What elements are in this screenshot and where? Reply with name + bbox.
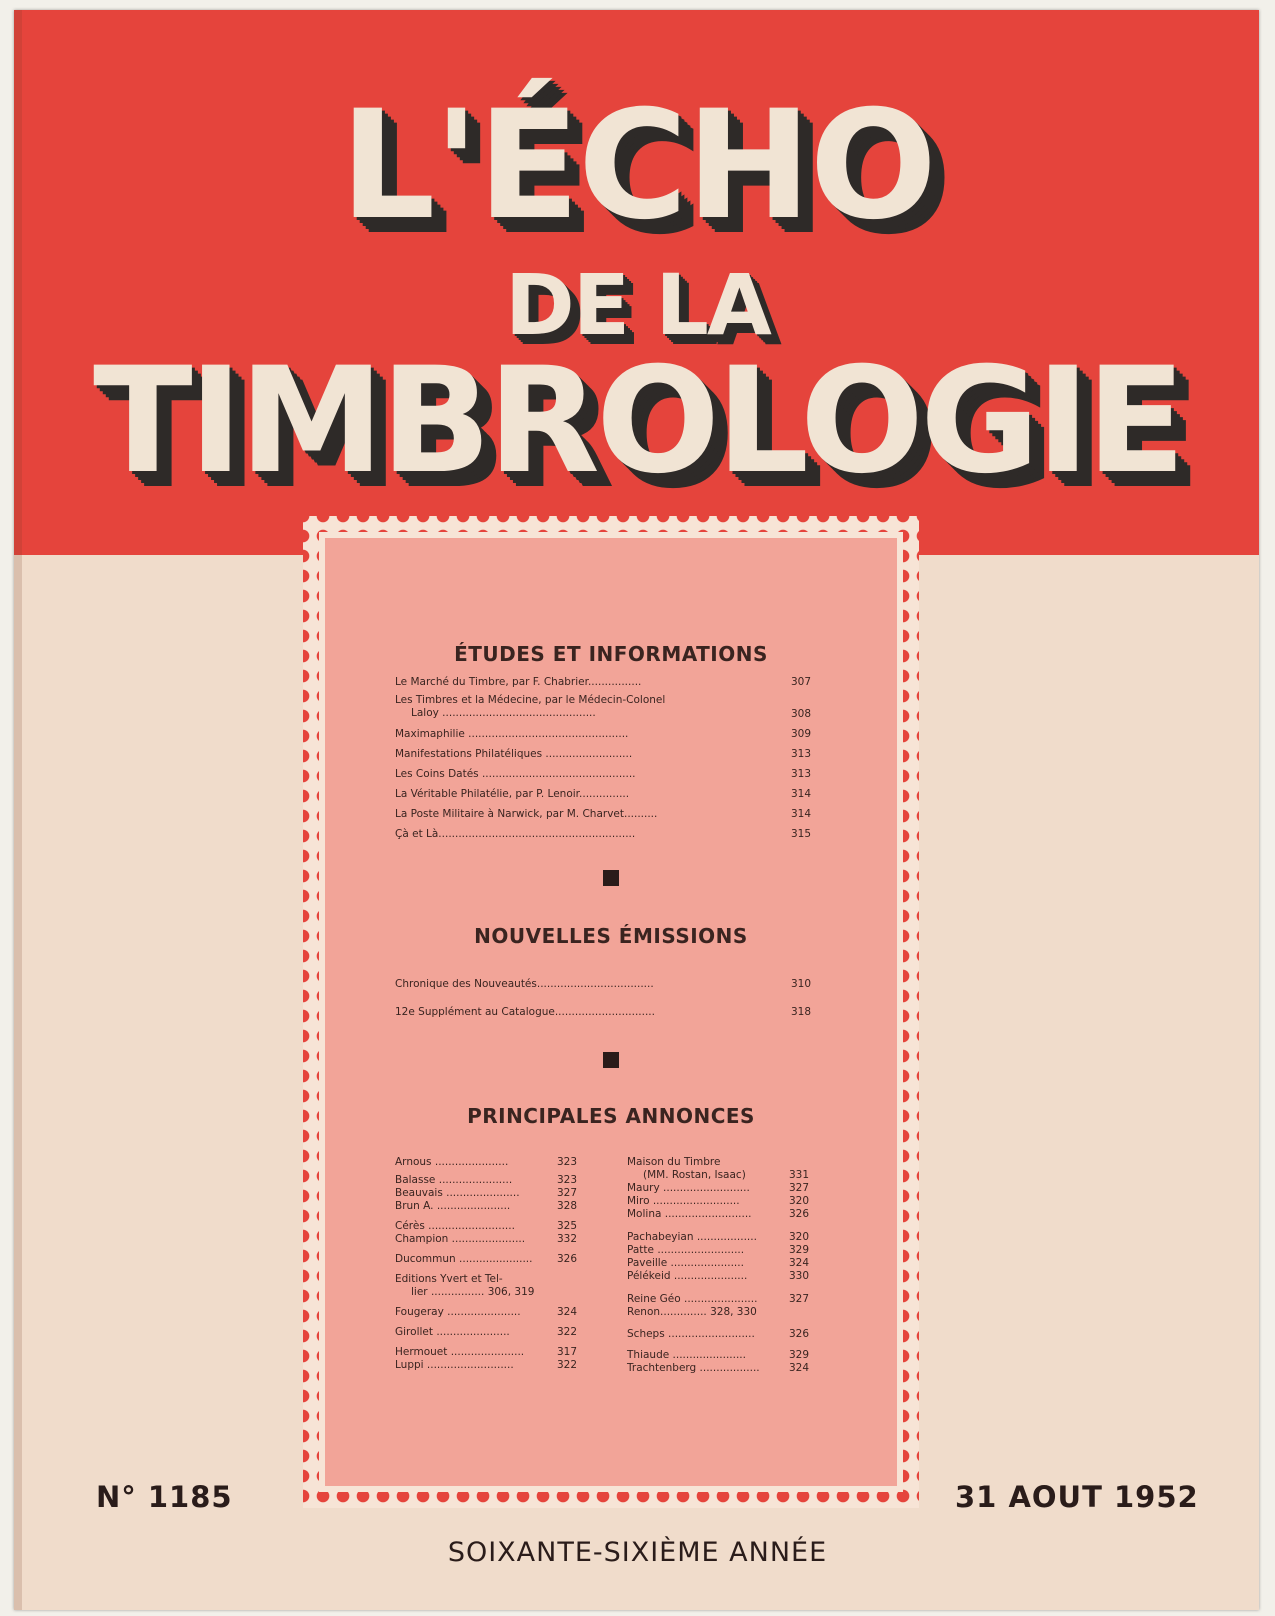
advertiser-page: 320 bbox=[789, 1231, 810, 1243]
toc-item bbox=[395, 804, 812, 824]
toc-item-page: 314 bbox=[791, 788, 812, 800]
toc-item bbox=[395, 764, 812, 784]
advertiser-name: Champion ...................... bbox=[395, 1233, 526, 1245]
advertiser-name: Ducommun ...................... bbox=[395, 1253, 533, 1265]
advertiser-page: 324 bbox=[789, 1362, 810, 1374]
toc-item bbox=[395, 724, 812, 744]
toc-item-page: 313 bbox=[791, 768, 812, 780]
section-title-etudes: ÉTUDES ET INFORMATIONS bbox=[454, 642, 768, 666]
issue-date: 31 AOUT 1952 bbox=[955, 1480, 1199, 1514]
toc-item bbox=[395, 692, 812, 724]
masthead-line-2: DE LA bbox=[505, 256, 770, 354]
section-title-annonces: PRINCIPALES ANNONCES bbox=[467, 1104, 755, 1128]
toc-item-page: 310 bbox=[791, 978, 812, 990]
toc-item-label: 12e Supplément au Catalogue.............................. bbox=[395, 1006, 655, 1018]
toc-item-label: La Poste Militaire à Narwick, par M. Charvet.......... bbox=[395, 808, 658, 820]
advertiser-name: Editions Yvert et Tel- bbox=[395, 1273, 503, 1285]
advertiser-name: Pachabeyian .................. bbox=[627, 1231, 757, 1243]
advertiser-page: 332 bbox=[557, 1233, 578, 1245]
advertiser-name: Arnous ...................... bbox=[395, 1156, 509, 1168]
annonces-left-column bbox=[395, 1156, 595, 1396]
advertiser-page: 331 bbox=[789, 1169, 810, 1181]
toc-item-label-line-1: Les Timbres et la Médecine, par le Médecin-Colonel bbox=[395, 694, 666, 706]
advertiser-name: Reine Géo ...................... bbox=[627, 1293, 758, 1305]
advertiser-page: 323 bbox=[557, 1174, 578, 1186]
advertiser-name: (MM. Rostan, Isaac) bbox=[643, 1169, 746, 1181]
advertiser-name: Brun A. ...................... bbox=[395, 1200, 511, 1212]
section-divider-square bbox=[603, 1052, 619, 1068]
advertiser-page: 320 bbox=[789, 1195, 810, 1207]
toc-item bbox=[395, 672, 812, 692]
advertiser-name: Thiaude ...................... bbox=[627, 1349, 746, 1361]
toc-item-label: Maximaphilie ................................................ bbox=[395, 728, 629, 740]
annonces-right-column bbox=[627, 1156, 842, 1396]
advertiser-name: Molina .......................... bbox=[627, 1208, 752, 1220]
advertiser-page: 322 bbox=[557, 1326, 578, 1338]
advertiser-name: Balasse ...................... bbox=[395, 1174, 513, 1186]
advertiser-name: Girollet ...................... bbox=[395, 1326, 510, 1338]
advertiser-name: Renon.............. 328, 330 bbox=[627, 1306, 757, 1318]
toc-item-label: Manifestations Philatéliques .......................... bbox=[395, 748, 633, 760]
toc-item-label-line-2: Laloy .............................................. bbox=[411, 707, 596, 719]
toc-item-page: 315 bbox=[791, 828, 812, 840]
advertiser-page: 317 bbox=[557, 1346, 578, 1358]
advertiser-name: Scheps .......................... bbox=[627, 1328, 755, 1340]
advertiser-name: Trachtenberg .................. bbox=[627, 1362, 760, 1374]
advertiser-name: Paveille ...................... bbox=[627, 1257, 744, 1269]
toc-item-label: Les Coins Datés .............................................. bbox=[395, 768, 636, 780]
advertiser-name: Pélékeid ...................... bbox=[627, 1270, 748, 1282]
toc-item-label: Le Marché du Timbre, par F. Chabrier................ bbox=[395, 676, 642, 688]
toc-item bbox=[395, 1002, 812, 1022]
spine-edge bbox=[14, 10, 22, 1610]
advertiser-page: 328 bbox=[557, 1200, 578, 1212]
masthead-line-3: TIMBROLOGIE bbox=[93, 336, 1182, 506]
toc-item bbox=[395, 744, 812, 764]
advertiser-page: 329 bbox=[789, 1244, 810, 1256]
advertiser-page: 330 bbox=[789, 1270, 810, 1282]
section-title-nouvelles: NOUVELLES ÉMISSIONS bbox=[474, 924, 748, 948]
section-divider-square bbox=[603, 870, 619, 886]
issue-number: N° 1185 bbox=[96, 1480, 233, 1514]
toc-item-label: Chronique des Nouveautés................................... bbox=[395, 978, 654, 990]
advertiser-page: 324 bbox=[557, 1306, 578, 1318]
advertiser-page: 325 bbox=[557, 1220, 578, 1232]
toc-item bbox=[395, 784, 812, 804]
toc-item-page: 314 bbox=[791, 808, 812, 820]
advertiser-page: 329 bbox=[789, 1349, 810, 1361]
advertiser-name: Beauvais ...................... bbox=[395, 1187, 520, 1199]
advertiser-name: Luppi .......................... bbox=[395, 1359, 514, 1371]
year-line: SOIXANTE-SIXIÈME ANNÉE bbox=[447, 1537, 828, 1568]
advertiser-name: Maison du Timbre bbox=[627, 1156, 721, 1168]
toc-etudes bbox=[395, 672, 812, 844]
toc-item-page: 313 bbox=[791, 748, 812, 760]
advertiser-page: 326 bbox=[789, 1208, 810, 1220]
advertiser-name: Cérès .......................... bbox=[395, 1220, 515, 1232]
advertiser-name: Hermouet ...................... bbox=[395, 1346, 525, 1358]
masthead-line-1: L'ÉCHO bbox=[339, 79, 936, 253]
advertiser-page: 324 bbox=[789, 1257, 810, 1269]
stamp-border bbox=[319, 532, 903, 1492]
advertiser-page: 326 bbox=[789, 1328, 810, 1340]
advertiser-page: 327 bbox=[789, 1182, 810, 1194]
stamp-contents-panel bbox=[325, 538, 897, 1486]
toc-item-page: 309 bbox=[791, 728, 812, 740]
advertiser-page: 327 bbox=[789, 1293, 810, 1305]
toc-nouvelles bbox=[395, 974, 812, 1022]
toc-item-label: Çà et Là........................................................... bbox=[395, 828, 636, 840]
advertiser-page: 327 bbox=[557, 1187, 578, 1199]
toc-item-page: 308 bbox=[791, 708, 812, 720]
toc-item bbox=[395, 974, 812, 1002]
toc-item-label: La Véritable Philatélie, par P. Lenoir............... bbox=[395, 788, 630, 800]
toc-item-page: 318 bbox=[791, 1006, 812, 1018]
advertiser-page: 323 bbox=[557, 1156, 578, 1168]
advertiser-name: Patte .......................... bbox=[627, 1244, 745, 1256]
advertiser-page: 322 bbox=[557, 1359, 578, 1371]
advertiser-name: Fougeray ...................... bbox=[395, 1306, 521, 1318]
toc-item-page: 307 bbox=[791, 676, 812, 688]
advertiser-name: Maury .......................... bbox=[627, 1182, 750, 1194]
advertiser-page: 326 bbox=[557, 1253, 578, 1265]
toc-item-label bbox=[395, 694, 755, 720]
advertiser-name: Miro .......................... bbox=[627, 1195, 740, 1207]
advertiser-name: lier ................ 306, 319 bbox=[411, 1286, 535, 1298]
stamp-frame bbox=[303, 516, 919, 1508]
toc-item bbox=[395, 824, 812, 844]
